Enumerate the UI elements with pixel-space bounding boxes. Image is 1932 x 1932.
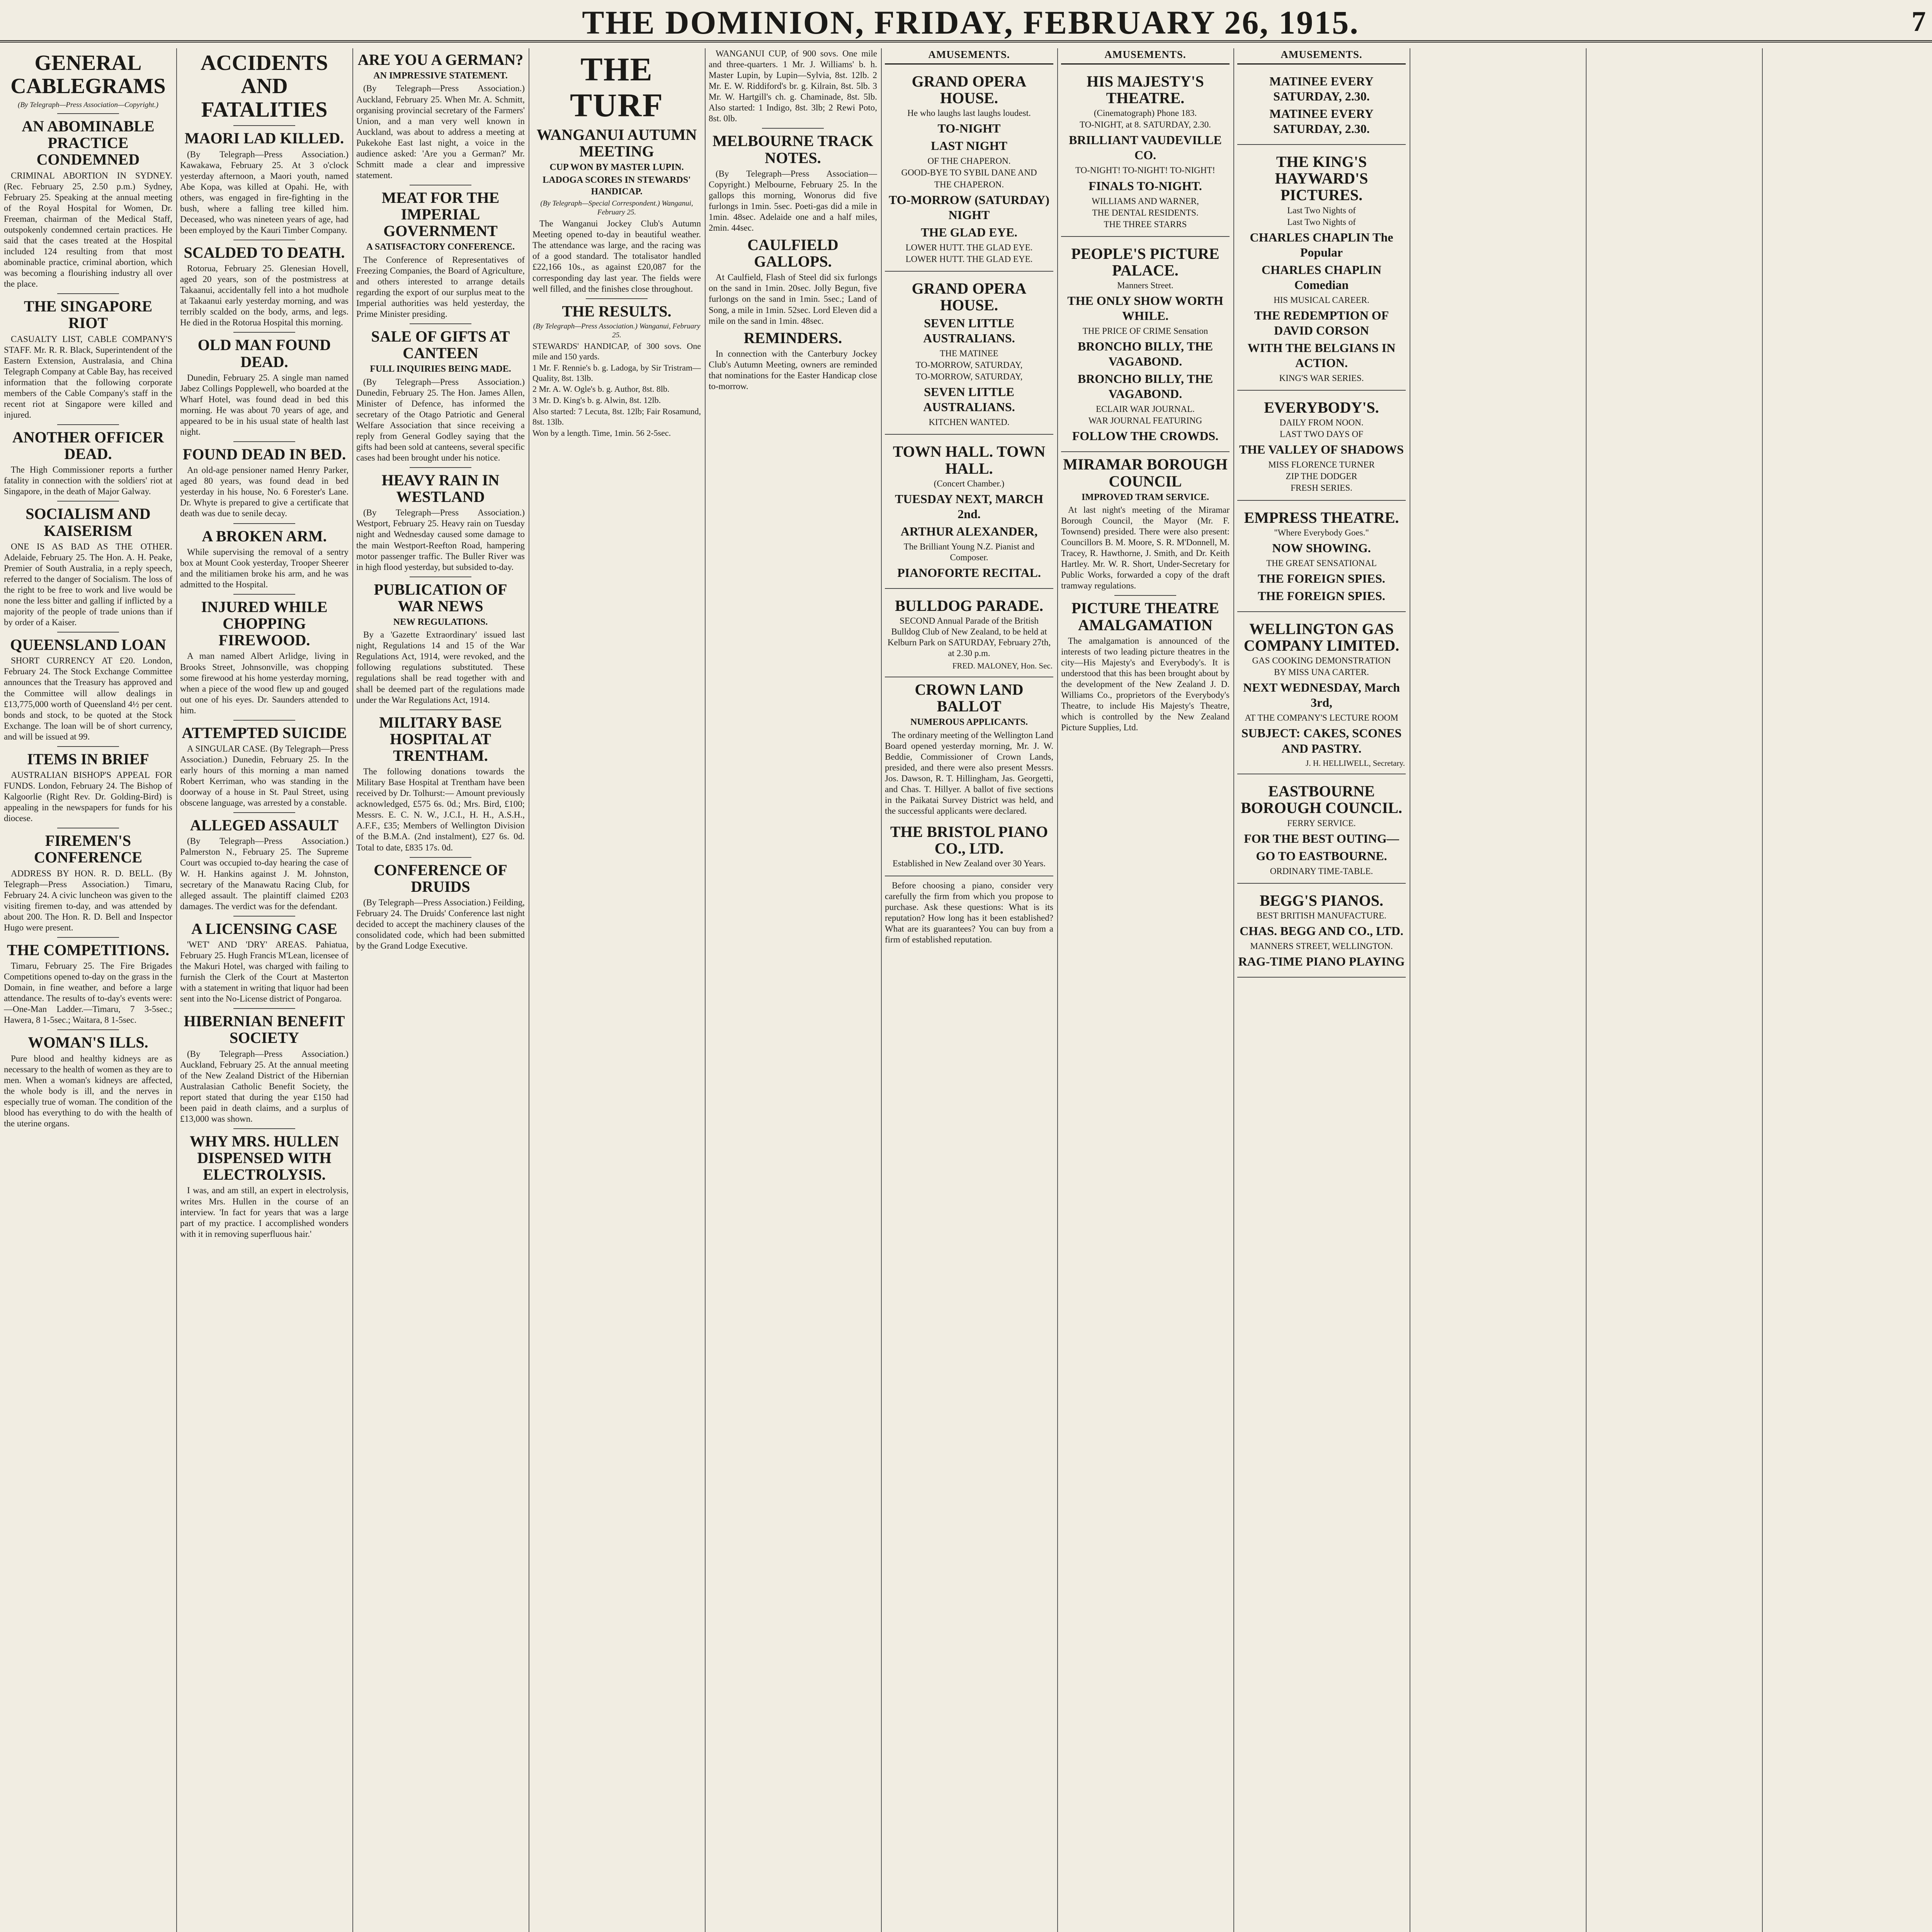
turf-deck-2: LADOGA SCORES IN STEWARDS' HANDICAP. (543, 175, 691, 197)
column-continuation-3 (1766, 48, 1932, 1932)
article-text: The amalgamation is announced of the interests of two leading picture theatres in the city—His Majesty's and Everybody's. It is understood that this has been brought about by the development of the New Zealand J. D. Williams Co., proprietors of the Everybody's Theatre, to include His Majesty's Theatre, which is controlled by the New Zealand Picture Supplies, Ltd. (1061, 636, 1230, 733)
divider (233, 812, 295, 813)
ad-line: Manners Street. (1117, 281, 1173, 291)
article-text: Rotorua, February 25. Glenesian Hovell, aged 20 years, son of the postmistress at Takaanui, accidentally fell into a hot mudhole at Takaanui early yesterday morning, and was terribly scalded on the body, arms, and legs. He died in the Rotorua Hospital this morning. (180, 264, 349, 328)
article-text: The High Commissioner reports a further fatality in connection with the soldiers' riot at Singapore, in the death of Major Galway. (4, 465, 172, 497)
ad-heading: BULLDOG PARADE. (895, 597, 1043, 615)
article-text: Pure blood and healthy kidneys are as necessary to the health of women as they are to men. When a woman's kidneys are affected, the whole body is ill, and the nerves in especially true of woman. The condition of the blood has everything to do with the health of the uterine organs. (4, 1053, 172, 1128)
article-title: FIREMEN'S CONFERENCE (34, 832, 143, 866)
ad-line: WITH THE BELGIANS IN ACTION. (1247, 340, 1396, 370)
ad-line: GO TO EASTBOURNE. (1256, 849, 1387, 863)
article-title: MEAT FOR THE IMPERIAL GOVERNMENT (381, 189, 500, 240)
divider (233, 594, 295, 595)
article-text: In connection with the Canterbury Jockey Club's Autumn Meeting, owners are reminded that nominations for the Easter Handicap close to-morrow. (709, 349, 877, 391)
article-text: At Caulfield, Flash of Steel did six furlongs on the sand in 1min. 20sec. Jolly Begun, five furlongs on the sand in 1min. 5sec.; Land of Song, a mile in 1min. 52sec. Lord Eleven did a mile on the sand in 1min. 48sec. (709, 272, 877, 326)
result-line: 1 Mr. F. Rennie's b. g. Ladoga, by Sir Tristram—Quality, 8st. 13lb. (532, 362, 701, 383)
article-title: ATTEMPTED SUICIDE (182, 724, 347, 742)
article-text: By a 'Gazette Extraordinary' issued last night, Regulations 14 and 15 of the War Regulations Act, 1914, were revoked, and the following regulations substituted. These regulations shall be read together with and shall be deemed part of the regulations made under the War Regulations Act, 1914. (356, 630, 525, 705)
divider (57, 501, 119, 502)
ad-line: THE FOREIGN SPIES. (1258, 571, 1385, 585)
turf-deck: CUP WON BY MASTER LUPIN. (549, 162, 684, 173)
byline: (By Telegraph—Press Association—Copyright.) (18, 100, 158, 109)
ad-line: The Brilliant Young N.Z. Pianist and Composer. (903, 541, 1035, 562)
article-title: A BROKEN ARM. (202, 527, 327, 545)
article-text: (By Telegraph—Press Association.) Dunedin, February 25. The Hon. James Allen, Minister of Defence, has informed the secretary of the Otago Patriotic and General Welfare Association that since receiving a reply from General Godley saying that the gifts had been sold at canteens, several specific cases had been brought under his notice. (356, 377, 525, 463)
advertisement (885, 439, 1053, 589)
column-amusements-1 (885, 48, 1053, 1932)
turf-subheading: WANGANUI AUTUMN MEETING (536, 126, 697, 160)
ad-line: GAS COOKING DEMONSTRATION (1252, 656, 1391, 666)
column-continuation-1 (1413, 48, 1582, 1932)
ad-line: TO-NIGHT! TO-NIGHT! TO-NIGHT! (1075, 165, 1215, 175)
article-text: I was, and am still, an expert in electrolysis, writes Mrs. Hullen in the course of an interview. 'In fact for years that was a large part of my practice. I accomplished wonders with it in removing superfluous hair.' (180, 1185, 349, 1239)
divider (57, 293, 119, 294)
advertisement (1237, 505, 1406, 612)
ad-line: OF THE CHAPERON. (927, 156, 1011, 166)
ad-line: BRILLIANT VAUDEVILLE CO. (1069, 133, 1222, 162)
byline: (By Telegraph—Press Association.) Wanganui, February 25. (533, 322, 701, 339)
advertisement (885, 593, 1053, 677)
divider (57, 424, 119, 425)
page-number: 7 (1912, 6, 1926, 37)
divider (233, 125, 295, 126)
article-subtitle: NUMEROUS APPLICANTS. (910, 717, 1028, 728)
ad-heading: BEGG'S PIANOS. (1259, 891, 1384, 909)
ad-line: CHAS. BEGG AND CO., LTD. (1240, 923, 1403, 938)
article-text: CASUALTY LIST, CABLE COMPANY'S STAFF. Mr. R. R. Black, Superintendent of the Eastern Extension, Australasia, and China Telegraph Company at Cable Bay, has received information that the following corporate members of the Cable Company's staff in the recent riot at Singapore were killed and injured. (4, 334, 172, 420)
article-text: The Wanganui Jockey Club's Autumn Meeting opened to-day in beautiful weather. The attendance was large, and the racing was of a good standard. The totalisator handled £22,166 10s., as against £20,087 for the corresponding day last year. The fields were well filled, and the finishes close throughout. (532, 219, 701, 294)
article-title: PICTURE THEATRE AMALGAMATION (1071, 599, 1219, 634)
caulfield-title: CAULFIELD GALLOPS. (747, 236, 838, 270)
columns (4, 48, 1932, 1932)
article-title: THE COMPETITIONS. (7, 941, 170, 959)
ad-line: KITCHEN WANTED. (929, 417, 1010, 427)
column-rule (1057, 48, 1058, 1932)
ad-line: CHARLES CHAPLIN Comedian (1261, 262, 1382, 292)
ad-heading: PEOPLE'S PICTURE PALACE. (1071, 245, 1219, 279)
ad-line: TO-NIGHT (937, 121, 1001, 136)
ad-line: BRONCHO BILLY, THE VAGABOND. (1077, 372, 1213, 401)
section-heading-turf: THE TURF (570, 51, 664, 124)
article-title: INJURED WHILE CHOPPING FIREWOOD. (201, 598, 328, 649)
track-notes-title: MELBOURNE TRACK NOTES. (713, 132, 873, 167)
article-title: QUEENSLAND LOAN (10, 636, 166, 654)
ad-heading: EASTBOURNE BOROUGH COUNCIL. (1241, 782, 1402, 817)
ad-line: FRESH SERIES. (1291, 483, 1352, 493)
ad-heading: THE KING'S HAYWARD'S PICTURES. (1275, 153, 1368, 204)
result-line: Won by a length. Time, 1min. 56 2-5sec. (532, 428, 671, 438)
column-amusements-3 (1237, 48, 1406, 1932)
ad-heading: THE BRISTOL PIANO CO., LTD. (890, 823, 1048, 857)
article-text: CRIMINAL ABORTION IN SYDNEY. (Rec. February 25, 2.50 p.m.) Sydney, February 25. Speaking at the annual meeting of the Royal Hospital for Women, Dr. Freeman, chairman of the Medical Staff, outspokenly condemned certain practices. He said that the cases treated at the Hospital included 124 resulting from that most abominable practice, criminal abortion, which was becoming a flourishing industry all over the place. (4, 170, 172, 289)
ad-line: ARTHUR ALEXANDER, (900, 524, 1038, 538)
article-text: The Conference of Representatives of Freezing Companies, the Board of Agriculture, and others interested to arrange details regarding the export of our surplus meat to the Imperial authorities was held yesterday, the Prime Minister presiding. (356, 255, 525, 319)
ad-line: FOR THE BEST OUTING— (1244, 831, 1399, 845)
divider (233, 441, 295, 442)
byline: (By Telegraph—Special Correspondent.) Wanganui, February 25. (540, 199, 693, 217)
article-title: MILITARY BASE HOSPITAL AT TRENTHAM. (379, 713, 502, 764)
article-text: SHORT CURRENCY AT £20. London, February 24. The Stock Exchange Committee announces that the Treasury has approved and the Committee will allow dealings in £13,775,000 worth of Queensland 4½ per cent. bonds and stock, to be quoted at the Stock Exchange. The loan will be of short currency, and will be issued at 99. (4, 656, 172, 742)
advertisement (1237, 395, 1406, 500)
ad-heading: HIS MAJESTY'S THEATRE. (1087, 72, 1204, 107)
article-title: SCALDED TO DEATH. (184, 243, 345, 261)
article-text: (By Telegraph—Press Association.) Palmerston N., February 25. The Supreme Court was occupied to-day hearing the case of W. H. Hankins against J. M. Johnston, secretary of the Manawatu Racing Club, for alleged assault. The plaintiff claimed £203 damages. The verdict was for the defendant. (180, 836, 349, 911)
divider (57, 746, 119, 747)
ad-line: MISS FLORENCE TURNER (1268, 460, 1375, 470)
ad-line: TO-NIGHT, at 8. SATURDAY, 2.30. (1080, 120, 1211, 130)
ad-line: AT THE COMPANY'S LECTURE ROOM (1245, 713, 1398, 723)
article-subtitle: FULL INQUIRIES BEING MADE. (370, 364, 511, 374)
ad-line: THE GREAT SENSATIONAL (1266, 558, 1377, 568)
ad-line: THE PRICE OF CRIME Sensation (1082, 326, 1208, 336)
ad-line: SUBJECT: CAKES, SCONES AND PASTRY. (1241, 726, 1402, 755)
ad-line: LAST TWO DAYS OF (1279, 429, 1364, 439)
advertisement (885, 276, 1053, 435)
article-title: WHY MRS. HULLEN DISPENSED WITH ELECTROLYSIS. (189, 1132, 339, 1184)
ad-heading: MATINEE EVERY SATURDAY, 2.30. (1269, 74, 1374, 103)
divider (233, 1128, 295, 1129)
article-title: ALLEGED ASSAULT (190, 816, 339, 834)
column-amusements-2 (1061, 48, 1230, 1932)
ad-line: WAR JOURNAL FEATURING (1088, 416, 1202, 426)
ad-line: FOLLOW THE CROWDS. (1072, 429, 1219, 443)
ad-line: Established in New Zealand over 30 Years. (892, 859, 1046, 869)
ad-line: BEST BRITISH MANUFACTURE. (1257, 910, 1386, 920)
article-text: (By Telegraph—Press Association—Copyright.) Melbourne, February 25. In the gallops this morning, Wonorus did five furlongs in 1min. 5sec. Poeti-gas did a mile in 1min. 48sec. Adelaide one and a half miles, 2min. 44sec. (709, 168, 877, 233)
masthead (0, 0, 1932, 43)
ad-line: MATINEE EVERY SATURDAY, 2.30. (1269, 107, 1374, 136)
ad-signature: FRED. MALONEY, Hon. Sec. (952, 661, 1053, 671)
ad-line: WILLIAMS AND WARNER, (1092, 196, 1199, 206)
ad-line: DAILY FROM NOON. (1279, 418, 1364, 428)
article-text: WANGANUI CUP, of 900 sovs. One mile and three-quarters. 1 Mr. J. Williams' b. h. Master Lupin, by Lupin—Sylvia, 8st. 12lb. 2 Mr. E. W. Riddiford's br. g. Kilrain, 8st. 5lb. 3 Mr. W. Hartgill's ch. g. Chaminade, 8st. 5lb. Also started: 1 Indigo, 8st. 3lb; 2 Rewi Poto, 8st. 0lb. (709, 49, 877, 124)
ad-line: HIS MUSICAL CAREER. (1274, 295, 1369, 305)
reminders-title: REMINDERS. (743, 329, 842, 347)
column-rule (1762, 48, 1763, 1932)
ad-line: TUESDAY NEXT, MARCH 2nd. (895, 492, 1043, 521)
ad-line: Last Two Nights of (1287, 217, 1356, 227)
ad-line: THE GLAD EYE. (921, 225, 1017, 239)
result-line: 2 Mr. A. W. Ogle's b. g. Author, 8st. 8lb. (532, 384, 670, 394)
article-title: AN ABOMINABLE PRACTICE CONDEMNED (22, 117, 155, 168)
ad-line: LAST NIGHT (931, 139, 1007, 153)
article-title: HIBERNIAN BENEFIT SOCIETY (184, 1012, 345, 1047)
divider (233, 332, 295, 333)
ad-line: (Concert Chamber.) (934, 478, 1005, 488)
divider (233, 916, 295, 917)
article-text: (By Telegraph—Press Association.) Kawakawa, February 25. At 3 o'clock yesterday afternoon, a Maori youth, named Abe Kopa, was killed at Opahi. He, with others, was engaged in fire-fighting in the bush, where a falling tree killed him. Deceased, who was nineteen years of age, had been employed by the Kauri Timber Company. (180, 149, 349, 235)
article-text: (By Telegraph—Press Association.) Feilding, February 24. The Druids' Conference last night decided to accept the machinery clauses of the consolidated code, which had been submitted by the Grand Lodge Executive. (356, 897, 525, 951)
section-bar-amusements: AMUSEMENTS. (1237, 48, 1406, 65)
article-title: THE SINGAPORE RIOT (24, 298, 153, 332)
divider (586, 298, 648, 299)
ad-line: PIANOFORTE RECITAL. (897, 566, 1041, 580)
column-turf (532, 48, 701, 1932)
article-title: MIRAMAR BOROUGH COUNCIL (1063, 456, 1228, 490)
ad-line: TO-MORROW, SATURDAY, (915, 372, 1023, 382)
advertisement (1237, 149, 1406, 391)
ad-line: BY MISS UNA CARTER. (1274, 667, 1369, 677)
column-rule (1586, 48, 1587, 1932)
advertisement (885, 819, 1053, 876)
results-title: THE RESULTS. (562, 302, 672, 320)
masthead-title: THE DOMINION, FRIDAY, FEBRUARY 26, 1915. (582, 4, 1359, 41)
advertisement (885, 68, 1053, 272)
divider (57, 632, 119, 633)
divider (57, 937, 119, 938)
article-text: The ordinary meeting of the Wellington Land Board opened yesterday morning, Mr. J. W. Beddie, Commissioner of Crown Lands, presided, and there were also present Messrs. Jos. Dawson, R. T. Hillingham, Jas. Georgetti, and Chas. T. Hillyer. A ballot of five sections in the Paikatai Survey District was held, and the successful applicants were declared. (885, 730, 1053, 816)
article-title: WOMAN'S ILLS. (28, 1034, 148, 1051)
article-text: A SINGULAR CASE. (By Telegraph—Press Association.) Dunedin, February 25. In the early hours of this morning a man named Robert Kerriman, who was standing in the doorway of a house in St. Paul Street, using obscene language, was arrested by a constable. (180, 743, 349, 808)
column-rule (705, 48, 706, 1932)
ad-line: SECOND Annual Parade of the British Bulldog Club of New Zealand, to be held at Kelburn Park on SATURDAY, February 27th, at 2.30 p.m. (887, 616, 1051, 658)
ad-line: THE CHAPERON. (934, 179, 1004, 189)
ad-heading: WELLINGTON GAS COMPANY LIMITED. (1243, 620, 1400, 655)
advertisement (1237, 68, 1406, 145)
ad-line: NOW SHOWING. (1272, 541, 1371, 555)
article-title: CONFERENCE OF DRUIDS (374, 861, 507, 895)
article-text: While supervising the removal of a sentry box at Mount Cook yesterday, Trooper Sheerer and the militiamen broke his arm, and he was admitted to the Hospital. (180, 547, 349, 589)
article-text: Before choosing a piano, consider very carefully the firm from which you propose to purchase. Ask these questions: What is its reputation? How long has it been established? What are its guarantees? You can buy from a firm of established reputation. (885, 880, 1053, 944)
ad-line: THE DENTAL RESIDENTS. (1092, 207, 1199, 218)
ad-heading: EMPRESS THEATRE. (1244, 509, 1399, 526)
article-text: Dunedin, February 25. A single man named Jabez Collings Popplewell, who boarded at the Wharf Hotel, was found dead in bed this morning. He was about 70 years of age, and appeared to be in his usual state of health last night. (180, 372, 349, 437)
ad-line: THE FOREIGN SPIES. (1258, 588, 1385, 603)
article-text: ONE IS AS BAD AS THE OTHER. Adelaide, February 25. The Hon. A. H. Peake, Premier of South Australia, in a reply speech, referred to the danger of Socialism. The loss of the right to be free to work and live would be none the less bitter and galling if inflicted by a majority of the people of trade unions than if by order of a Kaiser. (4, 541, 172, 628)
ad-line: SEVEN LITTLE AUSTRALIANS. (923, 385, 1015, 414)
ad-line: Last Two Nights of (1287, 205, 1356, 215)
ad-line: FINALS TO-NIGHT. (1088, 179, 1202, 193)
ad-line: LOWER HUTT. THE GLAD EYE. (905, 254, 1033, 264)
divider (410, 709, 471, 710)
article-text: At last night's meeting of the Miramar Borough Council, the Mayor (Mr. F. Townsend) presided. There were also present: Councillors B. M. Moore, S. R. M'Donnell, M. Tracey, R. Hawthorne, J. Smith, and Dr. Keith Hartley. Mr. W. R. Short, Under-Secretary for Public Works, forwarded a copy of the draft tramway regulations. (1061, 505, 1230, 591)
article-title: SOCIALISM AND KAISERISM (26, 505, 151, 539)
article-title: CROWN LAND BALLOT (915, 681, 1024, 715)
divider (762, 128, 824, 129)
ad-line: TO-MORROW (SATURDAY) NIGHT (889, 192, 1049, 222)
column-rule (1233, 48, 1234, 1932)
ad-heading: GRAND OPERA HOUSE. (912, 279, 1027, 314)
article-text: (By Telegraph—Press Association.) Auckland, February 25. At the annual meeting of the New Zealand District of the Hibernian Australasian Catholic Benefit Society, the report stated that during the year £150 had been paid in death claims, and a surplus of £13,000 was shown. (180, 1049, 349, 1124)
column-turf-continued (709, 48, 877, 1932)
advertisement (1061, 68, 1230, 237)
article-text: ADDRESS BY HON. R. D. BELL. (By Telegraph—Press Association.) Timaru, February 24. A civic luncheon was given to the visiting firemen to-day, and was attended by about 200. The Hon. R. D. Bell and Inspector Hugo were present. (4, 868, 172, 932)
article-subtitle: NEW REGULATIONS. (393, 617, 488, 628)
article-text: (By Telegraph—Press Association.) Auckland, February 25. When Mr. A. Schmitt, organising provincial secretary of the Farmers' Union, and a man very well known in Auckland, was about to address a meeting at Pukekohe East last night, a voice in the audience asked: 'Are you a German?' Mr. Schmitt made a clear and impressive statement. (356, 83, 525, 180)
column-rule (176, 48, 177, 1932)
ad-line: THE REDEMPTION OF DAVID CORSON (1254, 308, 1389, 337)
ad-line: ORDINARY TIME-TABLE. (1270, 866, 1373, 876)
result-line: STEWARDS' HANDICAP, of 300 sovs. One mile and 150 yards. (532, 341, 701, 361)
ad-line: (Cinematograph) Phone 183. (1094, 108, 1197, 118)
column-continuation-2 (1590, 48, 1758, 1932)
ad-line: KING'S WAR SERIES. (1279, 373, 1364, 383)
article-title: ITEMS IN BRIEF (27, 750, 149, 768)
article-title: MAORI LAD KILLED. (184, 129, 344, 147)
ad-line: BRONCHO BILLY, THE VAGABOND. (1077, 339, 1213, 369)
article-subtitle: IMPROVED TRAM SERVICE. (1081, 492, 1209, 502)
divider (410, 467, 471, 468)
result-line: 3 Mr. D. King's b. g. Alwin, 8st. 12lb. (532, 395, 661, 405)
ad-line: SEVEN LITTLE AUSTRALIANS. (923, 316, 1015, 345)
column-rule (352, 48, 353, 1932)
article-text: The following donations towards the Military Base Hospital at Trentham have been received by Dr. Tolhurst:— Amount previously acknowledged, £575 6s. 0d.; Mrs. Bird, £100; Messrs. E. C. N. W., J.C.I., H. H., A.S.H., A.F.F., £35; Members of Wellington Division of the B.M.A. (2nd instalment), £27 6s. 0d. Total to date, £835 17s. 0d. (356, 767, 525, 852)
article-text: Timaru, February 25. The Fire Brigades Competitions opened to-day on the grass in the Domain, in fine weather, and before a large attendance. The results of to-day's events were:—One-Man Ladder.—Timaru, 7 3-5sec.; Hawera, 8 1-5sec.; Waitara, 8 1-5sec. (4, 961, 172, 1025)
ad-line: NEXT WEDNESDAY, March 3rd, (1243, 680, 1400, 710)
article-title: PUBLICATION OF WAR NEWS (374, 580, 507, 615)
result-line: Also started: 7 Lecuta, 8st. 12lb; Fair Rosamund, 8st. 13lb. (532, 406, 701, 427)
article-title: SALE OF GIFTS AT CANTEEN (371, 327, 510, 362)
article-text: A man named Albert Arlidge, living in Brooks Street, Johnsonville, was chopping some firewood at his home yesterday morning, when a piece of the wood flew up and gouged out one of his eyes. Dr. Saunders attended to him. (180, 651, 349, 715)
article-title: A LICENSING CASE (191, 920, 337, 937)
ad-line: GOOD-BYE TO SYBIL DANE AND (901, 168, 1037, 178)
ad-line: THE ONLY SHOW WORTH WHILE. (1067, 294, 1223, 323)
ad-line: FERRY SERVICE. (1287, 818, 1356, 828)
ad-line: THE MATINEE (940, 349, 998, 359)
article-title: ARE YOU A GERMAN? (357, 51, 524, 68)
divider (57, 1029, 119, 1030)
ad-line: CHARLES CHAPLIN The Popular (1250, 230, 1393, 259)
ad-signature: J. H. HELLIWELL, Secretary. (1306, 758, 1405, 768)
section-bar-amusements: AMUSEMENTS. (1061, 48, 1230, 65)
ad-heading: GRAND OPERA HOUSE. (912, 72, 1027, 107)
divider (410, 323, 471, 324)
ad-line: He who laughs last laughs loudest. (907, 108, 1031, 118)
divider (410, 857, 471, 858)
advertisement (1237, 616, 1406, 774)
ad-heading: TOWN HALL. TOWN HALL. (893, 443, 1046, 477)
article-text: (By Telegraph—Press Association.) Westport, February 25. Heavy rain on Tuesday night and Wednesday caused some damage to the main Westport-Reefton Road, hampering motor passenger traffic. The Buller River was in high flood yesterday, but subsided to-day. (356, 508, 525, 572)
advertisement (1237, 888, 1406, 978)
article-title: FOUND DEAD IN BED. (182, 446, 346, 463)
article-text: 'WET' AND 'DRY' AREAS. Pahiatua, February 25. Hugh Francis M'Lean, licensee of the Makuri Hotel, was charged with failing to furnish the Clerk of the Court at Masterton with a statement in writing that liquor had been sent into the No-License district of Pongaroa. (180, 939, 349, 1004)
section-heading-cablegrams: GENERAL CABLEGRAMS (10, 51, 166, 99)
ad-heading: EVERYBODY'S. (1264, 399, 1379, 417)
article-text: AUSTRALIAN BISHOP'S APPEAL FOR FUNDS. London, February 24. The Bishop of Kalgoorlie (Right Rev. Dr. Golding-Bird) is appealing in the newspapers for funds for his diocese. (4, 770, 172, 823)
section-bar-amusements: AMUSEMENTS. (885, 48, 1053, 65)
divider (233, 523, 295, 524)
article-subtitle: A SATISFACTORY CONFERENCE. (366, 242, 515, 252)
column-cablegrams (4, 48, 172, 1932)
ad-line: ZIP THE DODGER (1286, 471, 1357, 481)
ad-line: TO-MORROW, SATURDAY, (915, 360, 1023, 370)
ad-line: MANNERS STREET, WELLINGTON. (1250, 941, 1393, 951)
ad-line: LOWER HUTT. THE GLAD EYE. (905, 242, 1033, 252)
divider (233, 1008, 295, 1009)
divider (1114, 595, 1176, 596)
advertisement (1061, 241, 1230, 452)
article-title: ANOTHER OFFICER DEAD. (12, 428, 164, 463)
ad-line: "Where Everybody Goes." (1274, 527, 1369, 537)
advertisement (1237, 778, 1406, 884)
ad-line: ECLAIR WAR JOURNAL. (1096, 404, 1195, 414)
section-heading-accidents: ACCIDENTS AND FATALITIES (201, 51, 328, 122)
article-subtitle: AN IMPRESSIVE STATEMENT. (373, 71, 508, 81)
ad-line: THE VALLEY OF SHADOWS (1239, 442, 1404, 457)
article-title: OLD MAN FOUND DEAD. (197, 336, 331, 371)
divider (57, 113, 119, 114)
article-text: An old-age pensioner named Henry Parker, aged 80 years, was found dead in bed yesterday in his house, No. 6 Forester's Lane. Dr. Whyte is prepared to give a certificate that death was due to senile decay. (180, 465, 349, 519)
column-news (356, 48, 525, 1932)
column-rule (881, 48, 882, 1932)
article-title: HEAVY RAIN IN WESTLAND (381, 471, 500, 506)
ad-line: RAG-TIME PIANO PLAYING (1238, 954, 1405, 968)
column-accidents (180, 48, 349, 1932)
ad-line: THE THREE STARRS (1104, 219, 1187, 229)
divider (233, 720, 295, 721)
